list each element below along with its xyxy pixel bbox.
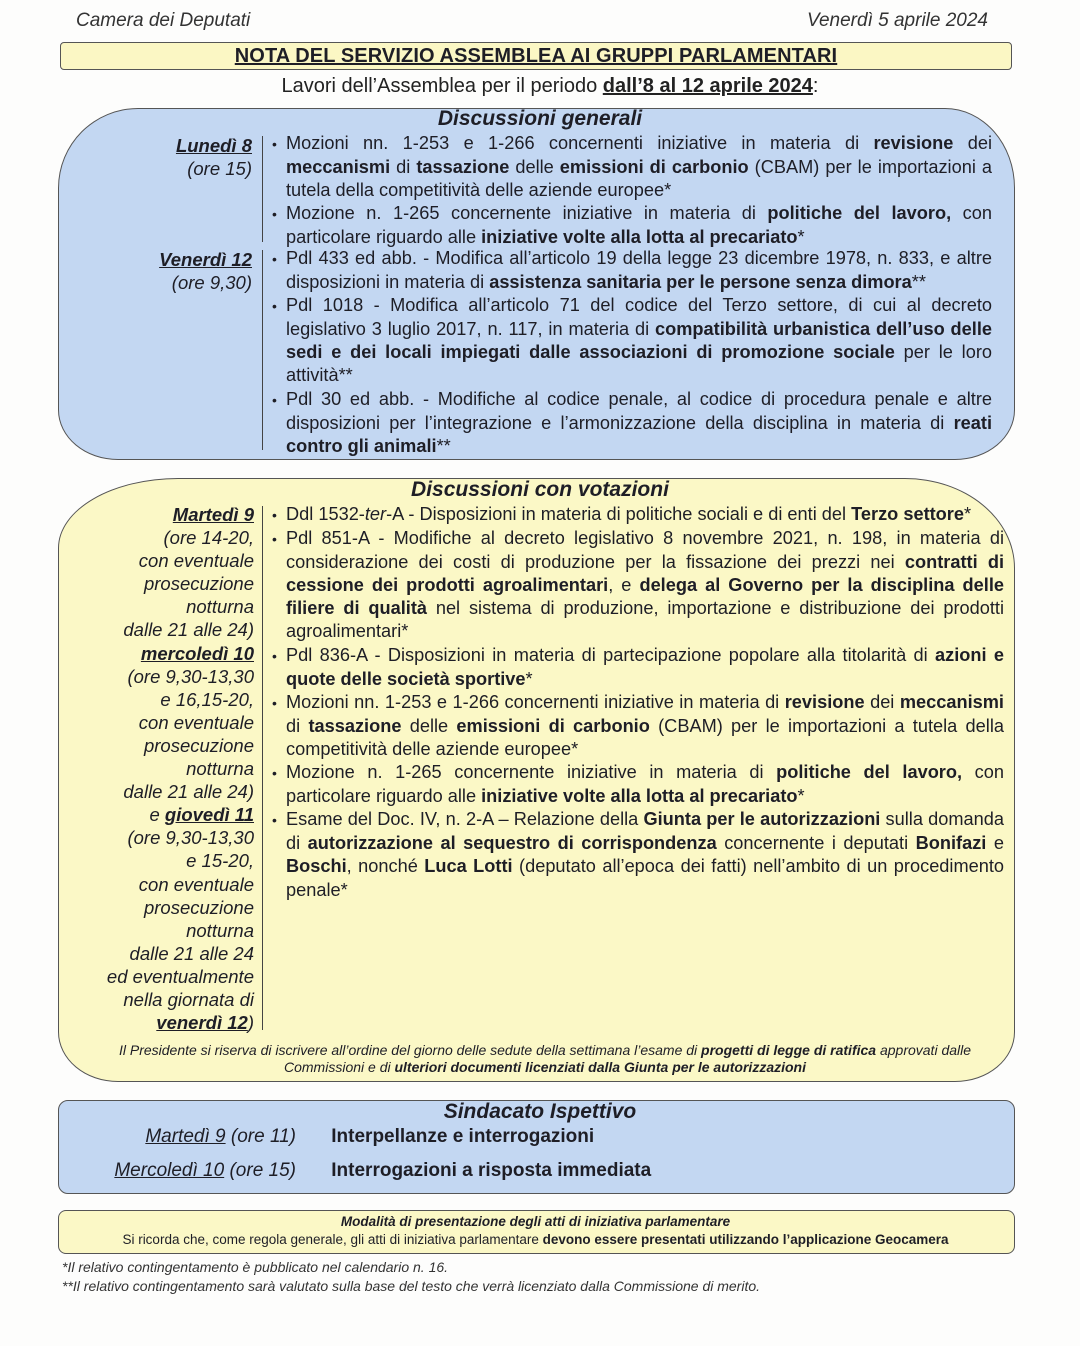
dv-schedule-line: con eventuale [138,711,254,733]
discussioni-votazioni-title: Discussioni con votazioni [411,478,669,501]
dv-schedule-line: e 16,15-20, [160,688,254,710]
dg-day-1-items [272,132,992,249]
dv-schedule-line: Martedì 9 [172,504,254,525]
dv-schedule-line: notturna [186,596,254,618]
dg-day-2-hours: (ore 9,30) [171,272,252,293]
period-subtitle [0,75,1080,98]
sindacato-row-1-day: Martedì 9 (ore 11) [145,1126,296,1147]
institution-name: Camera dei Deputati [76,10,251,31]
modalita-text-plain: Si ricorda che, come regola generale, gli atti di iniziativa parlamentare [122,1232,543,1247]
dv-schedule-line: dalle 21 alle 24) [123,781,254,803]
dg-day-2-item: • Pdl 1018 - Modifica all’articolo 71 del codice del Terzo settore, di cui al decreto legislativo 3 luglio 2017, n. 117, in materia di compatibilità urbanistica dell’uso delle sedi e dei locali impiegati dalle associazioni di promozione sociale per le loro attività** [272,294,992,387]
footnote-1: *Il relativo contingentamento è pubblicato nel calendario n. 16. [62,1259,449,1275]
sindacato-row-2-text: Interrogazioni a risposta immediata [331,1160,652,1181]
dv-item: • Mozione n. 1-265 concernente iniziative in materia di politiche del lavoro, con particolare riguardo alle iniziative volte alla lotta al precariato* [272,761,1004,808]
dg-day-1-item: • Mozioni nn. 1-253 e 1-266 concernenti iniziative in materia di revisione dei meccanismi di tassazione delle emissioni di carbonio (CBAM) per le importazioni a tutela della competitività delle aziende europee* [272,132,992,202]
dv-schedule-line: e giovedì 11 [149,804,254,826]
sindacato-row-2-day: Mercoledì 10 (ore 15) [114,1160,296,1181]
dg-day-1-item: • Mozione n. 1-265 concernente iniziative in materia di politiche del lavoro, con particolare riguardo alle iniziative volte alla lotta al precariato* [272,202,992,249]
dg-day-2-item: • Pdl 30 ed abb. - Modifiche al codice penale, al codice di procedura penale e altre disposizioni per l’integrazione e l’armonizzazione della disciplina in materia di reati contro gli animali** [272,388,992,458]
presidente-note: Il Presidente si riserva di iscrivere all’ordine del giorno delle sedute della settimana l’esame di progetti di legge di ratifica approvati dalle Commissioni e di ulteriori documenti licenziati dalla Giunta per le autorizzazioni [118,1042,972,1075]
dv-schedule-line: ed eventualmente [106,965,254,987]
dg-day-1-hours: (ore 15) [187,158,252,179]
dv-schedule-line: (ore 9,30-13,30 [127,665,254,687]
dv-item: • Mozioni nn. 1-253 e 1-266 concernenti iniziative in materia di revisione dei meccanismi di tassazione delle emissioni di carbonio (CBAM) per le importazioni a tutela della competitività delle aziende europee* [272,691,1004,761]
dv-schedule-line: venerdì 12) [156,1012,254,1034]
subtitle-suffix: : [812,75,819,97]
dv-schedule-line: prosecuzione [143,896,254,918]
dv-schedule-line: e 15-20, [186,850,254,872]
dv-schedule-line: nella giornata di [123,988,254,1010]
dg-day-2-item: • Pdl 433 ed abb. - Modifica all’articolo 19 della legge 23 dicembre 1978, n. 833, e altre disposizioni in materia di assistenza sanitaria per le persone senza dimora** [272,247,992,294]
dg-day-1-label: Lunedì 8 [175,135,252,156]
dv-schedule-line: con eventuale [138,873,254,895]
dg-day-2 [130,248,252,294]
sindacato-row-2 [60,1160,1000,1182]
dv-schedule-line: notturna [186,919,254,941]
dv-item: • Ddl 1532-ter-A - Disposizioni in materia di politiche sociali e di enti del Terzo settore* [272,503,1004,527]
document-title: NOTA DEL SERVIZIO ASSEMBLEA AI GRUPPI PARLAMENTARI [234,45,838,67]
footnote-2: **Il relativo contingentamento sarà valutato sulla base del testo che verrà licenziato dalla Commissione di merito. [62,1278,761,1294]
dv-schedule-line: (ore 14-20, [163,527,254,549]
dv-schedule-line: prosecuzione [143,573,254,595]
dv-schedule-line: prosecuzione [143,734,254,756]
dv-brace [262,506,263,1030]
sindacato-ispettivo-title: Sindacato Ispettivo [443,1100,637,1123]
dv-schedule-line: con eventuale [138,550,254,572]
dv-item: • Pdl 851-A - Modifiche al decreto legislativo 8 novembre 2021, n. 198, in materia di considerazione dei costi di produzione per la fissazione dei prezzi nei contratti di cessione dei prodotti agroalimentari, e delega al Governo per la disciplina delle filiere di qualità nel sistema di produzione, importazione e distribuzione dei prodotti agroalimentari* [272,527,1004,643]
dv-schedule-line: notturna [186,758,254,780]
document-date: Venerdì 5 aprile 2024 [807,10,988,31]
dg-day-2-label: Venerdì 12 [159,249,252,270]
dv-item: • Pdl 836-A - Disposizioni in materia di partecipazione popolare alla titolarità di azioni e quote delle società sportive* [272,644,1004,691]
dg-day-1 [130,134,252,180]
dv-schedule-line: dalle 21 alle 24 [129,942,254,964]
sindacato-row-1-text: Interpellanze e interrogazioni [331,1126,595,1147]
dv-schedule-line: (ore 9,30-13,30 [127,827,254,849]
document-title-bar [60,42,1012,70]
modalita-title: Modalità di presentazione degli atti di iniziativa parlamentare [340,1214,731,1229]
subtitle-period: dall’8 al 12 aprile 2024 [602,75,813,97]
dg-brace-1 [262,136,263,242]
sindacato-row-1 [60,1126,1000,1148]
dv-schedule-line: dalle 21 alle 24) [123,619,254,641]
dv-item: • Esame del Doc. IV, n. 2-A – Relazione della Giunta per le autorizzazioni sulla domanda di autorizzazione al sequestro di corrispondenza concernente i deputati Bonifazi e Boschi, nonché Luca Lotti (deputato all’epoca dei fatti) nell’ambito di un procedimento penale* [272,808,1004,901]
modalita-text-bold: devono essere presentati utilizzando l’applicazione Geocamera [542,1232,949,1247]
dg-day-2-items [272,247,992,458]
modalita-text [58,1232,1013,1247]
discussioni-generali-title: Discussioni generali [437,107,643,130]
subtitle-prefix: Lavori dell’Assemblea per il periodo [281,75,603,97]
dv-schedule [80,503,254,1034]
dv-schedule-line: mercoledì 10 [140,642,254,664]
dv-items [272,503,1004,902]
dg-brace-2 [262,250,263,450]
